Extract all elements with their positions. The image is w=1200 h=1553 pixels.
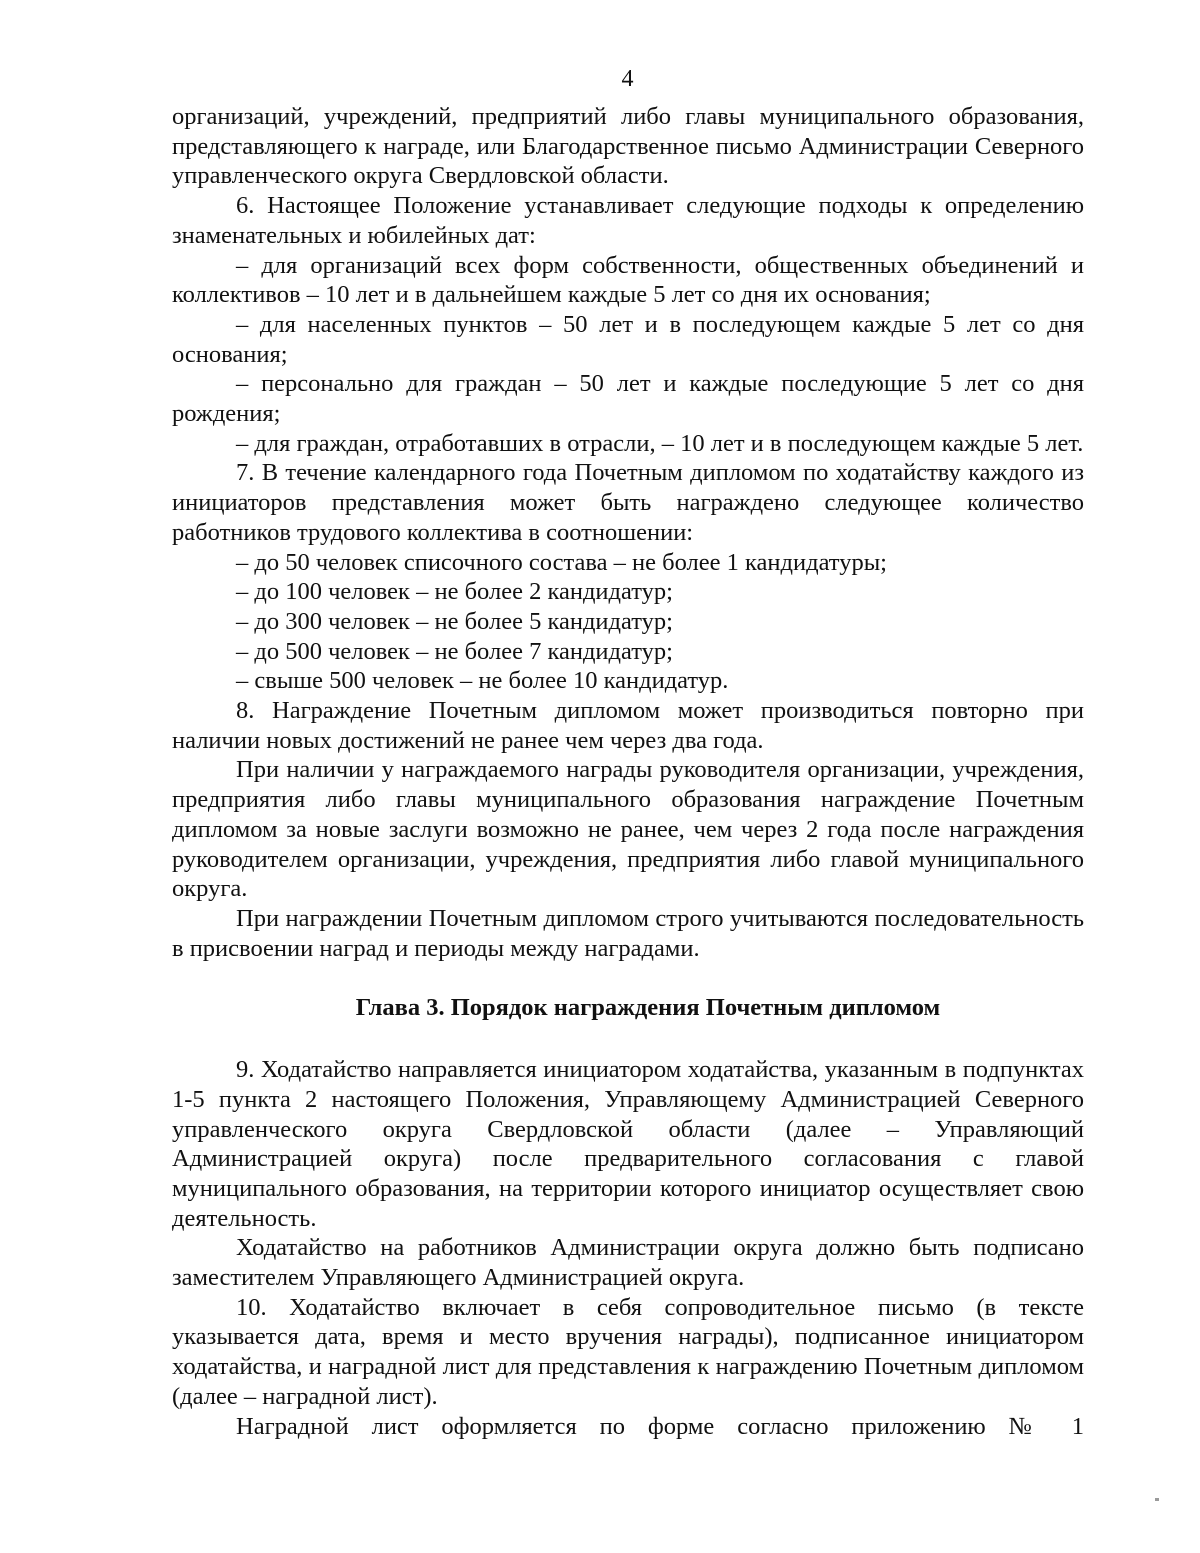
paragraph: 10. Ходатайство включает в себя сопроводительное письмо (в тексте указывается дата, время и место вручения награды), подписанное инициатором ходатайства, и наградной лист для представления к награждению Почетным дипломом (далее – наградной лист). xyxy=(172,1293,1084,1410)
section-after-heading xyxy=(172,1055,1084,1441)
paragraph: – до 50 человек списочного состава – не более 1 кандидатуры; xyxy=(236,548,887,576)
page-number: 4 xyxy=(621,66,634,92)
paragraph: – персонально для граждан – 50 лет и каждые последующие 5 лет со дня рождения; xyxy=(172,370,1084,428)
paragraph: 9. Ходатайство направляется инициатором ходатайства, указанным в подпунктах 1-5 пункта 2 настоящего Положения, Управляющему Администрацией Северного управленческого округа Свердловской области (далее – Управляющий Администрацией округа) после предварительного согласования с главой муниципального образования, на территории которого инициатор осуществляет свою деятельность. xyxy=(172,1056,1084,1232)
paragraph: – свыше 500 человек – не более 10 кандидатур. xyxy=(236,667,729,695)
scan-artifact xyxy=(1155,1498,1159,1501)
paragraph: – для организаций всех форм собственности, общественных объединений и коллективов – 10 лет и в дальнейшем каждые 5 лет со дня их основания; xyxy=(172,251,1084,309)
paragraph: При награждении Почетным дипломом строго учитываются последовательность в присвоении наград и периоды между наградами. xyxy=(172,904,1084,962)
section-before-heading xyxy=(172,102,1084,963)
paragraph: – до 300 человек – не более 5 кандидатур; xyxy=(236,607,673,635)
paragraph: 8. Награждение Почетным дипломом может производиться повторно при наличии новых достижений не ранее чем через два года. xyxy=(172,697,1084,754)
document-body xyxy=(172,102,1084,1441)
paragraph: – для граждан, отработавших в отрасли, – 10 лет и в последующем каждые 5 лет. xyxy=(236,429,1084,457)
paragraph: Ходатайство на работников Администрации округа должно быть подписано заместителем Управляющего Администрацией округа. xyxy=(172,1234,1084,1292)
paragraph: 6. Настоящее Положение устанавливает следующие подходы к определению знаменательных и юбилейных дат: xyxy=(172,192,1084,249)
paragraph: организаций, учреждений, предприятий либо главы муниципального образования, представляющего к награде, или Благодарственное письмо Администрации Северного управленческого округа Свердловской области. xyxy=(172,103,1084,190)
paragraph: – до 100 человек – не более 2 кандидатур; xyxy=(236,578,673,606)
paragraph: – до 500 человек – не более 7 кандидатур; xyxy=(236,637,673,665)
paragraph: 7. В течение календарного года Почетным дипломом по ходатайству каждого из инициаторов представления может быть награждено следующее количество работников трудового коллектива в соотношении: xyxy=(172,459,1084,546)
paragraph: – для населенных пунктов – 50 лет и в последующем каждые 5 лет со дня основания; xyxy=(172,310,1084,368)
paragraph: Наградной лист оформляется по форме согласно приложению № 1 xyxy=(236,1412,1084,1440)
chapter-heading: Глава 3. Порядок награждения Почетным дипломом xyxy=(355,994,941,1022)
paragraph: При наличии у награждаемого награды руководителя организации, учреждения, предприятия либо главы муниципального образования награждение Почетным дипломом за новые заслуги возможно не ранее, чем через 2 года после награждения руководителем организации, учреждения, предприятия либо главой муниципального округа. xyxy=(172,756,1084,903)
